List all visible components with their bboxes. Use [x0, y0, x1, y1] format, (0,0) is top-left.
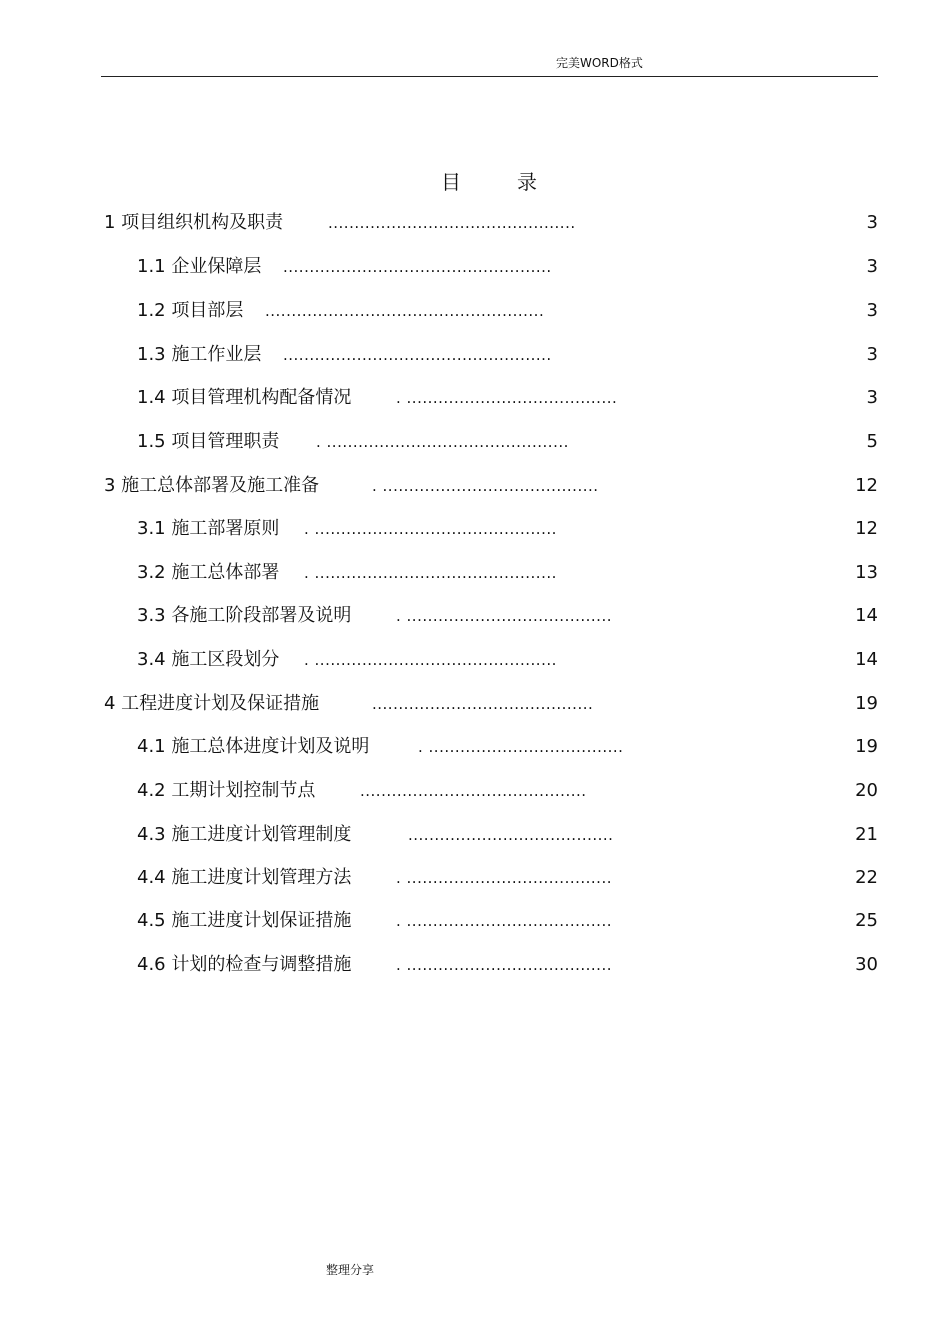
toc-dot-leader: . ........................................ [396, 389, 618, 407]
header-text: 完美WORD格式 [556, 56, 643, 70]
toc-dot-leader: . ......................................... [372, 477, 599, 495]
toc-entry[interactable] [0, 208, 950, 238]
toc-dot-leader: ..................................................... [265, 302, 545, 320]
toc-entry-label: 1 项目组织机构及职责 [104, 212, 284, 233]
toc-page-number: 14 [855, 649, 878, 670]
toc-page-number: 14 [855, 605, 878, 626]
toc-entry[interactable] [0, 820, 950, 850]
toc-entry-label: 4.2 工期计划控制节点 [137, 780, 316, 801]
toc-entry-label: 3.4 施工区段划分 [137, 649, 280, 670]
toc-entry-label: 1.5 项目管理职责 [137, 431, 280, 452]
toc-entry[interactable] [0, 601, 950, 631]
toc-entry-label: 3 施工总体部署及施工准备 [104, 475, 320, 496]
toc-dot-leader: . ....................................... [396, 607, 612, 625]
toc-entry-label: 3.2 施工总体部署 [137, 562, 280, 583]
toc-entry[interactable] [0, 645, 950, 675]
toc-entry[interactable] [0, 514, 950, 544]
toc-dot-leader: . .............................................. [316, 433, 569, 451]
toc-dot-leader: . .............................................. [304, 651, 557, 669]
toc-entry-label: 4.6 计划的检查与调整措施 [137, 954, 352, 975]
toc-page-number: 19 [855, 693, 878, 714]
toc-page-number: 5 [866, 431, 878, 452]
toc-dot-leader: . ....................................... [396, 912, 612, 930]
toc-dot-leader: . .............................................. [304, 564, 557, 582]
toc-dot-leader: . ....................................... [396, 956, 612, 974]
toc-entry-label: 4.5 施工进度计划保证措施 [137, 910, 352, 931]
toc-entry-label: 4.1 施工总体进度计划及说明 [137, 736, 370, 757]
toc-page-number: 20 [855, 780, 878, 801]
toc-entry-label: 4.4 施工进度计划管理方法 [137, 867, 352, 888]
toc-page-number: 22 [855, 867, 878, 888]
toc-entry[interactable] [0, 296, 950, 326]
toc-entry[interactable] [0, 906, 950, 936]
toc-page-number: 21 [855, 824, 878, 845]
toc-page-number: 3 [866, 212, 878, 233]
toc-page-number: 3 [866, 344, 878, 365]
toc-entry-label: 4.3 施工进度计划管理制度 [137, 824, 352, 845]
header-rule [101, 76, 878, 77]
toc-dot-leader: ............................................... [328, 214, 576, 232]
toc-entry-label: 3.1 施工部署原则 [137, 518, 280, 539]
toc-page-number: 30 [855, 954, 878, 975]
toc-entry[interactable] [0, 471, 950, 501]
toc-entry[interactable] [0, 252, 950, 282]
toc-dot-leader: ................................................... [283, 258, 552, 276]
toc-page-number: 3 [866, 256, 878, 277]
toc-entry[interactable] [0, 776, 950, 806]
toc-dot-leader: .......................................... [372, 695, 594, 713]
toc-page-number: 12 [855, 475, 878, 496]
toc-dot-leader: ........................................... [360, 782, 587, 800]
toc-entry-label: 1.3 施工作业层 [137, 344, 262, 365]
toc-entry[interactable] [0, 383, 950, 413]
footer-text: 整理分享 [326, 1263, 375, 1277]
toc-entry-label: 4 工程进度计划及保证措施 [104, 693, 320, 714]
toc-entry[interactable] [0, 732, 950, 762]
toc-entry-label: 1.1 企业保障层 [137, 256, 262, 277]
toc-entry[interactable] [0, 689, 950, 719]
toc-dot-leader: . ..................................... [418, 738, 624, 756]
toc-entry[interactable] [0, 427, 950, 457]
toc-title-left: 目 [441, 170, 461, 194]
toc-entry-label: 1.4 项目管理机构配备情况 [137, 387, 352, 408]
toc-entry[interactable] [0, 950, 950, 980]
toc-page-number: 25 [855, 910, 878, 931]
toc-page-number: 3 [866, 387, 878, 408]
toc-entry[interactable] [0, 340, 950, 370]
toc-dot-leader: ................................................... [283, 346, 552, 364]
toc-page-number: 3 [866, 300, 878, 321]
toc-page-number: 12 [855, 518, 878, 539]
toc-dot-leader: . ....................................... [396, 869, 612, 887]
toc-page-number: 19 [855, 736, 878, 757]
toc-dot-leader: ....................................... [408, 826, 614, 844]
toc-entry[interactable] [0, 558, 950, 588]
toc-entry-label: 1.2 项目部层 [137, 300, 244, 321]
toc-title [441, 166, 537, 195]
toc-page-number: 13 [855, 562, 878, 583]
toc-entry-label: 3.3 各施工阶段部署及说明 [137, 605, 352, 626]
toc-title-right: 录 [517, 170, 537, 194]
toc-entry[interactable] [0, 863, 950, 893]
toc-dot-leader: . .............................................. [304, 520, 557, 538]
